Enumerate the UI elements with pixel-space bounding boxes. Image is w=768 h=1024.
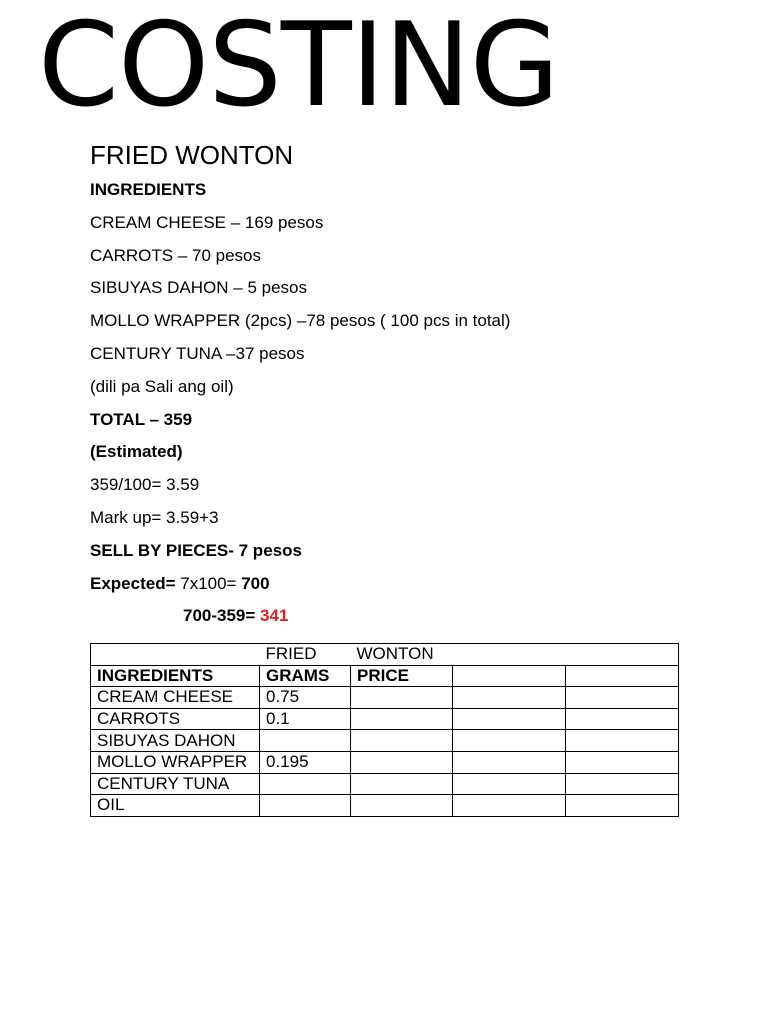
column-header [453,665,566,687]
markup-line: Mark up= 3.59+3 [90,507,219,527]
table-row [91,773,679,795]
column-header: GRAMS [260,665,351,687]
table-cell [566,687,679,709]
table-cell [351,730,453,752]
table-cell: 0.75 [260,687,351,709]
column-header: INGREDIENTS [91,665,260,687]
sell-price-line: SELL BY PIECES- 7 pesos [90,540,302,560]
ingredients-heading: INGREDIENTS [90,180,207,199]
recipe-title: FRIED WONTON [90,140,294,170]
table-cell [453,773,566,795]
table-cell [260,773,351,795]
ingredient-line: SIBUYAS DAHON – 5 pesos [90,278,307,298]
costing-notes [90,138,690,639]
table-cell [351,687,453,709]
table-cell: 0.1 [260,708,351,730]
table-row [91,751,679,773]
table-cell [351,708,453,730]
table-cell [566,730,679,752]
table-cell [453,751,566,773]
table-cell [453,708,566,730]
table-cell: 0.195 [260,751,351,773]
oil-note: (dili pa Sali ang oil) [90,376,234,396]
expected-value: 700 [241,573,270,593]
total-line: TOTAL – 359 [90,409,193,429]
expected-label: Expected= [90,573,176,593]
table-cell [453,730,566,752]
table-cell: CREAM CHEESE [91,687,260,709]
table-title-right: WONTON [351,644,453,666]
document-title: COSTING [38,0,559,133]
table-cell: MOLLO WRAPPER [91,751,260,773]
table-row [91,708,679,730]
table-title-left: FRIED [260,644,351,666]
column-header: PRICE [351,665,453,687]
table-cell [351,751,453,773]
table-cell [566,708,679,730]
profit-line [90,606,690,626]
table-cell [566,795,679,817]
table-cell [351,795,453,817]
expected-line [90,574,690,594]
costing-table [90,643,679,817]
table-cell: SIBUYAS DAHON [91,730,260,752]
table-row [91,730,679,752]
table-row [91,687,679,709]
ingredient-line: MOLLO WRAPPER (2pcs) –78 pesos ( 100 pcs in total) [90,311,511,331]
table-cell [453,795,566,817]
table-cell [260,795,351,817]
ingredient-line: CENTURY TUNA –37 pesos [90,343,305,363]
column-header [566,665,679,687]
profit-value: 341 [260,606,289,626]
table-cell: CENTURY TUNA [91,773,260,795]
table-header-row [91,665,679,687]
table-cell: CARROTS [91,708,260,730]
table-cell [453,687,566,709]
table-cell [260,730,351,752]
table-cell: OIL [91,795,260,817]
expected-calc: 7x100= [175,573,242,593]
table-cell [566,751,679,773]
ingredient-line: CARROTS – 70 pesos [90,245,262,265]
table-title-row [91,644,679,666]
table-row [91,795,679,817]
per-piece-cost: 359/100= 3.59 [90,475,200,495]
table-cell [566,773,679,795]
profit-calc: 700-359= [183,606,261,626]
table-cell [351,773,453,795]
ingredient-line: CREAM CHEESE – 169 pesos [90,212,324,232]
estimated-note: (Estimated) [90,442,183,462]
